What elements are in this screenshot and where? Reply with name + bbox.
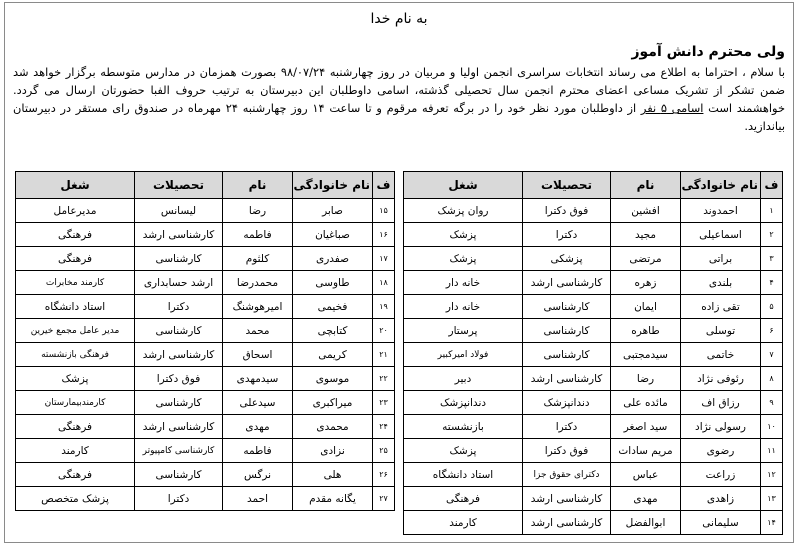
education-cell: کارشناسی (135, 391, 223, 415)
table-row (404, 463, 783, 487)
table-row (16, 247, 395, 271)
job-cell: فولاد امیرکبیر (404, 343, 523, 367)
education-cell: کارشناسی ارشد (135, 415, 223, 439)
table-row (404, 247, 783, 271)
first-name-cell: ابوالفضل (611, 511, 681, 535)
job-cell: فرهنگی بازنشسته (16, 343, 135, 367)
job-cell: استاد دانشگاه (404, 463, 523, 487)
education-cell: دندانپزشک (523, 391, 611, 415)
paragraph-part-1: با سلام ، احتراما به اطلاع می رساند انتخابات سراسری انجمن اولیا و مربیان در روز چهارشنبه ۹۸/۰۷/۲۴ بصورت همزمان در مدارس متوسطه برگزار خواهد شد ضمن تشکر از تشریک مساعی اعضای محترم انجمن سال تحصیلی گذشته، اسامی داوطلبان این دبیرستان به ترتیب حروف الفبا حضورتان ارسال می گردد. (13, 65, 785, 97)
row-number: ۱ (761, 199, 783, 223)
education-cell: کارشناسی ارشد (523, 367, 611, 391)
first-name-cell: رضا (223, 199, 293, 223)
first-name-cell: نرگس (223, 463, 293, 487)
row-number: ۲۳ (373, 391, 395, 415)
header-family: نام خانوادگی (293, 172, 373, 199)
row-number: ۷ (761, 343, 783, 367)
paragraph-part-2: خواهشمند است (703, 101, 785, 115)
job-cell: خانه دار (404, 271, 523, 295)
job-cell: بازنشسته (404, 415, 523, 439)
table-row (404, 271, 783, 295)
table-row (404, 295, 783, 319)
table-row (16, 439, 395, 463)
salutation: ولی محترم دانش آموز (631, 44, 785, 60)
family-name-cell: کتابچی (293, 319, 373, 343)
family-name-cell: موسوی (293, 367, 373, 391)
table-row (404, 487, 783, 511)
row-number: ۵ (761, 295, 783, 319)
family-name-cell: توسلی (681, 319, 761, 343)
table-row (16, 343, 395, 367)
job-cell: استاد دانشگاه (16, 295, 135, 319)
family-name-cell: صابر (293, 199, 373, 223)
row-number: ۲۰ (373, 319, 395, 343)
education-cell: کارشناسی (135, 247, 223, 271)
row-number: ۱۰ (761, 415, 783, 439)
table-row (16, 487, 395, 511)
family-name-cell: بلندی (681, 271, 761, 295)
education-cell: کارشناسی (523, 295, 611, 319)
table-row (404, 511, 783, 535)
row-number: ۲۱ (373, 343, 395, 367)
job-cell: خانه دار (404, 295, 523, 319)
row-number: ۱۶ (373, 223, 395, 247)
family-name-cell: براتی (681, 247, 761, 271)
education-cell: دکترا (523, 223, 611, 247)
table-row (404, 391, 783, 415)
row-number: ۲۴ (373, 415, 395, 439)
first-name-cell: سیدعلی (223, 391, 293, 415)
first-name-cell: فاطمه (223, 439, 293, 463)
table-row (16, 295, 395, 319)
first-name-cell: مریم سادات (611, 439, 681, 463)
education-cell: فوق دکترا (523, 439, 611, 463)
job-cell: روان پزشک (404, 199, 523, 223)
paragraph-part-3: از داوطلبان مورد نظر خود را در برگه تعرفه مرقوم و تا ساعت ۱۴ روز چهارشنبه ۲۴ مهرماه در صندوق رای مستقر در دبیرستان بیاندازید. (13, 101, 785, 133)
education-cell: کارشناسی (135, 463, 223, 487)
table-row (16, 391, 395, 415)
family-name-cell: رضوی (681, 439, 761, 463)
first-name-cell: اسحاق (223, 343, 293, 367)
first-name-cell: مهدی (611, 487, 681, 511)
row-number: ۴ (761, 271, 783, 295)
candidates-table-left (15, 171, 395, 511)
row-number: ۸ (761, 367, 783, 391)
page-title: به نام خدا (370, 11, 428, 27)
family-name-cell: میراکبری (293, 391, 373, 415)
job-cell: مدیر عامل مجمع خیرین (16, 319, 135, 343)
table-row (404, 415, 783, 439)
candidates-table-right (403, 171, 783, 535)
education-cell: فوق دکترا (135, 367, 223, 391)
education-cell: پزشکی (523, 247, 611, 271)
first-name-cell: فاطمه (223, 223, 293, 247)
first-name-cell: عباس (611, 463, 681, 487)
family-name-cell: اسماعیلی (681, 223, 761, 247)
table-row (404, 343, 783, 367)
family-name-cell: یگانه مقدم (293, 487, 373, 511)
job-cell: دبیر (404, 367, 523, 391)
paragraph-underlined: اسامی ۵ نفر (640, 101, 704, 115)
table-row (404, 223, 783, 247)
document-page (4, 2, 794, 543)
education-cell: دکترا (135, 295, 223, 319)
family-name-cell: تقی زاده (681, 295, 761, 319)
row-number: ۳ (761, 247, 783, 271)
job-cell: کارمند مخابرات (16, 271, 135, 295)
family-name-cell: نزادی (293, 439, 373, 463)
row-number: ۲۶ (373, 463, 395, 487)
table-row (16, 223, 395, 247)
education-cell: لیسانس (135, 199, 223, 223)
table-row (16, 271, 395, 295)
candidates-tables (15, 171, 783, 535)
announcement-paragraph (13, 63, 785, 135)
job-cell: پزشک (404, 247, 523, 271)
first-name-cell: طاهره (611, 319, 681, 343)
job-cell: فرهنگی (404, 487, 523, 511)
first-name-cell: مهدی (223, 415, 293, 439)
table-row (16, 367, 395, 391)
row-number: ۲۵ (373, 439, 395, 463)
header-job: شغل (16, 172, 135, 199)
education-cell: کارشناسی (523, 319, 611, 343)
row-number: ۱۹ (373, 295, 395, 319)
table-header-row (404, 172, 783, 199)
header-job: شغل (404, 172, 523, 199)
family-name-cell: صفدری (293, 247, 373, 271)
first-name-cell: افشین (611, 199, 681, 223)
header-num: ف (373, 172, 395, 199)
job-cell: فرهنگی (16, 223, 135, 247)
family-name-cell: صباغیان (293, 223, 373, 247)
header-education: تحصیلات (135, 172, 223, 199)
first-name-cell: زهره (611, 271, 681, 295)
first-name-cell: کلثوم (223, 247, 293, 271)
row-number: ۹ (761, 391, 783, 415)
education-cell: فوق دکترا (523, 199, 611, 223)
family-name-cell: فخیمی (293, 295, 373, 319)
row-number: ۱۴ (761, 511, 783, 535)
family-name-cell: محمدی (293, 415, 373, 439)
first-name-cell: امیرهوشنگ (223, 295, 293, 319)
first-name-cell: ایمان (611, 295, 681, 319)
first-name-cell: رضا (611, 367, 681, 391)
first-name-cell: سیدمجتبی (611, 343, 681, 367)
family-name-cell: هلی (293, 463, 373, 487)
job-cell: دندانپزشک (404, 391, 523, 415)
table-row (404, 439, 783, 463)
table-row (404, 367, 783, 391)
row-number: ۱۷ (373, 247, 395, 271)
job-cell: پرستار (404, 319, 523, 343)
job-cell: پزشک (16, 367, 135, 391)
job-cell: فرهنگی (16, 463, 135, 487)
job-cell: فرهنگی (16, 415, 135, 439)
header-education: تحصیلات (523, 172, 611, 199)
table-row (16, 199, 395, 223)
job-cell: مدیرعامل (16, 199, 135, 223)
first-name-cell: مجید (611, 223, 681, 247)
family-name-cell: زراعت (681, 463, 761, 487)
table-row (16, 319, 395, 343)
first-name-cell: محمد (223, 319, 293, 343)
row-number: ۱۸ (373, 271, 395, 295)
first-name-cell: مائده علی (611, 391, 681, 415)
table-row (404, 319, 783, 343)
first-name-cell: سید اصغر (611, 415, 681, 439)
row-number: ۱۲ (761, 463, 783, 487)
family-name-cell: زاهدی (681, 487, 761, 511)
family-name-cell: رسولی نژاد (681, 415, 761, 439)
table-row (16, 463, 395, 487)
family-name-cell: رزاق اف (681, 391, 761, 415)
table-row (16, 415, 395, 439)
family-name-cell: خاتمی (681, 343, 761, 367)
education-cell: کارشناسی ارشد (523, 511, 611, 535)
education-cell: کارشناسی کامپیوتر (135, 439, 223, 463)
first-name-cell: احمد (223, 487, 293, 511)
family-name-cell: کریمی (293, 343, 373, 367)
education-cell: کارشناسی ارشد (523, 271, 611, 295)
education-cell: کارشناسی (135, 319, 223, 343)
education-cell: کارشناسی ارشد (135, 223, 223, 247)
job-cell: پزشک متخصص (16, 487, 135, 511)
education-cell: دکترا (135, 487, 223, 511)
table-header-row (16, 172, 395, 199)
education-cell: کارشناسی ارشد (135, 343, 223, 367)
job-cell: کارمند (404, 511, 523, 535)
job-cell: کارمند (16, 439, 135, 463)
header-name: نام (611, 172, 681, 199)
table-row (404, 199, 783, 223)
education-cell: کارشناسی (523, 343, 611, 367)
education-cell: کارشناسی ارشد (523, 487, 611, 511)
education-cell: دکترا (523, 415, 611, 439)
row-number: ۲ (761, 223, 783, 247)
job-cell: پزشک (404, 223, 523, 247)
job-cell: کارمندبیمارستان (16, 391, 135, 415)
row-number: ۲۷ (373, 487, 395, 511)
row-number: ۱۱ (761, 439, 783, 463)
job-cell: پزشک (404, 439, 523, 463)
family-name-cell: احمدوند (681, 199, 761, 223)
first-name-cell: سیدمهدی (223, 367, 293, 391)
first-name-cell: مرتضی (611, 247, 681, 271)
education-cell: ارشد حسابداری (135, 271, 223, 295)
header-family: نام خانوادگی (681, 172, 761, 199)
header-num: ف (761, 172, 783, 199)
job-cell: فرهنگی (16, 247, 135, 271)
education-cell: دکترای حقوق جزا (523, 463, 611, 487)
family-name-cell: طاوسی (293, 271, 373, 295)
header-name: نام (223, 172, 293, 199)
row-number: ۱۳ (761, 487, 783, 511)
row-number: ۶ (761, 319, 783, 343)
family-name-cell: سلیمانی (681, 511, 761, 535)
row-number: ۲۲ (373, 367, 395, 391)
family-name-cell: رئوفی نژاد (681, 367, 761, 391)
first-name-cell: محمدرضا (223, 271, 293, 295)
row-number: ۱۵ (373, 199, 395, 223)
